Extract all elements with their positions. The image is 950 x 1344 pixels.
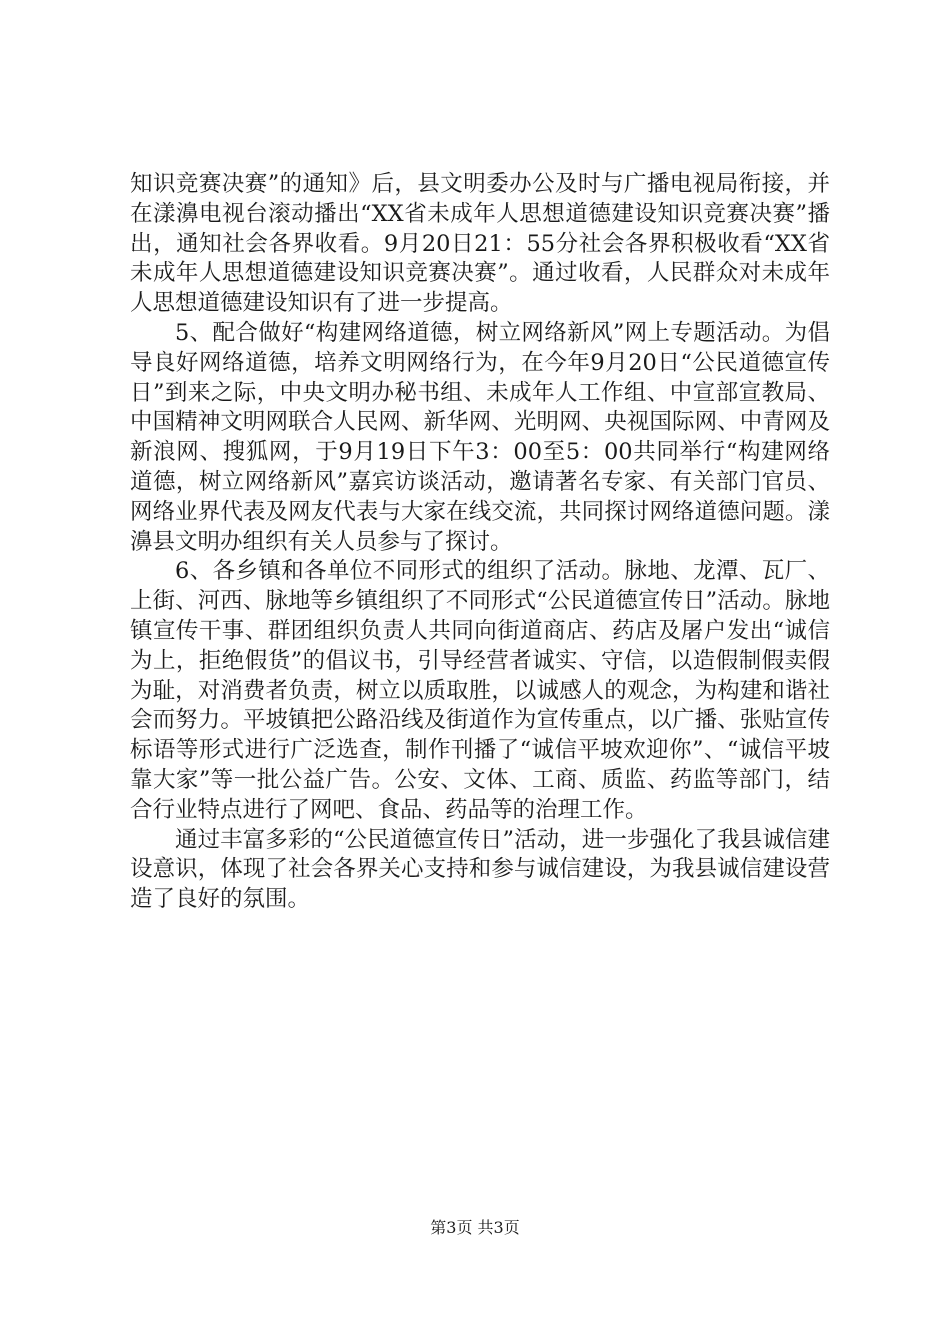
page-footer: 第3页 共3页 bbox=[430, 1218, 520, 1237]
paragraph-item-6: 6、各乡镇和各单位不同形式的组织了活动。脉地、龙潭、瓦厂、上街、河西、脉地等乡镇组织了不同形式“公民道德宣传日”活动。脉地镇宣传干事、群团组织负责人共同向街道商店、药店及屠户发出“诚信为上，拒绝假货”的倡议书，引导经营者诚实、守信，以造假制假卖假为耻，对消费者负责，树立以质取胜，以诚感人的观念，为构建和谐社会而努力。平坡镇把公路沿线及街道作为宣传重点，以广播、张贴宣传标语等形式进行广泛选查，制作刊播了“诚信平坡欢迎你”、“诚信平坡靠大家”等一批公益广告。公安、文体、工商、质监、药监等部门，结合行业特点进行了网吧、食品、药品等的治理工作。 bbox=[130, 558, 830, 823]
paragraph-item-5: 5、配合做好“构建网络道德，树立网络新风”网上专题活动。为倡导良好网络道德，培养文明网络行为，在今年9月20日“公民道德宣传日”到来之际，中央文明办秘书组、未成年人工作组、中宣部宣教局、中国精神文明网联合人民网、新华网、光明网、央视国际网、中青网及新浪网、搜狐网，于9月19日下午3：00至5：00共同举行“构建网络道德，树立网络新风”嘉宾访谈活动，邀请著名专家、有关部门官员、网络业界代表及网友代表与大家在线交流，共同探讨网络道德问题。漾濞县文明办组织有关人员参与了探讨。 bbox=[130, 319, 830, 555]
paragraph-conclusion: 通过丰富多彩的“公民道德宣传日”活动，进一步强化了我县诚信建设意识，体现了社会各界关心支持和参与诚信建设，为我县诚信建设营造了良好的氛围。 bbox=[130, 826, 830, 913]
paragraph-continued: 知识竞赛决赛”的通知》后，县文明委办公及时与广播电视局衔接，并在漾濞电视台滚动播出“XX省未成年人思想道德建设知识竞赛决赛”播出，通知社会各界收看。9月20日21：55分社会各界积极收看“XX省未成年人思想道德建设知识竞赛决赛”。通过收看，人民群众对未成年人思想道德建设知识有了进一步提高。 bbox=[130, 171, 830, 317]
document-body bbox=[130, 170, 830, 915]
